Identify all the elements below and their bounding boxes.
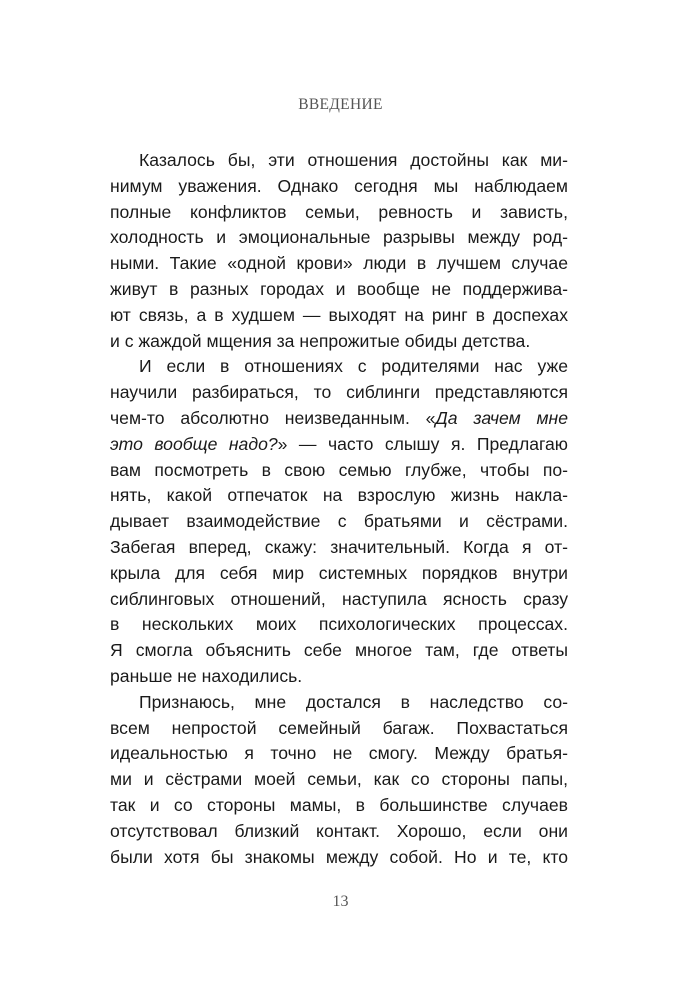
page-number: 13 [332, 893, 349, 910]
text-line: и с жаждой мщения за непрожитые обиды детства. [110, 330, 531, 351]
text-line: в нескольких моих психологических процессах. [110, 614, 568, 635]
text-line: ют связь, а в худшем — выходят на ринг в доспехах [110, 304, 568, 325]
text-line: так и со стороны мамы, в большинстве случаев [110, 794, 568, 815]
text-run: чем-то абсолютно неизведанным. « [110, 407, 436, 428]
text-line: крыла для себя мир системных порядков внутри [110, 562, 568, 583]
text-line: были хотя бы знакомы между собой. Но и те, кто [110, 846, 568, 867]
text-line: живут в разных городах и вообще не поддержива- [110, 278, 568, 299]
text-line: Забегая вперед, скажу: значительный. Когда я от- [110, 536, 568, 557]
text-line [110, 432, 568, 458]
text-line: ми и сёстрами моей семьи, как со стороны папы, [110, 769, 568, 790]
text-line: научили разбираться, то сиблинги представляются [110, 382, 568, 403]
text-line: отсутствовал близкий контакт. Хорошо, если они [110, 820, 568, 841]
text-line: дывает взаимодействие с братьями и сёстрами. [110, 511, 568, 532]
text-line: идеальностью я точно не смогу. Между братья- [110, 743, 568, 764]
text-run: » — часто слышу я. Предлагаю [277, 433, 569, 454]
text-line: Я смогла объяснить себе многое там, где ответы [110, 640, 568, 661]
italic-quote: Да зачем мне [435, 407, 568, 428]
text-line: Казалось бы, эти отношения достойны как ми- [139, 150, 568, 170]
text-line: полные конфликтов семьи, ревность и зависть, [110, 201, 568, 222]
text-line: вам посмотреть в свою семью глубже, чтобы по- [110, 459, 568, 480]
text-line: Признаюсь, мне достался в наследство со- [139, 691, 568, 712]
text-line: И если в отношениях с родителями нас уже [139, 356, 568, 377]
text-line [110, 406, 568, 432]
text-line: нимум уважения. Однако сегодня мы наблюдаем [110, 175, 568, 196]
body-text [110, 148, 568, 870]
chapter-title: ВВЕДЕНИЕ [298, 96, 383, 113]
text-line: раньше не находились. [110, 665, 303, 686]
text-line: сиблинговых отношений, наступила ясность сразу [110, 588, 568, 609]
text-line: холодность и эмоциональные разрывы между род- [110, 227, 568, 248]
text-line: нять, какой отпечаток на взрослую жизнь накла- [110, 485, 568, 506]
italic-quote: это вообще надо? [110, 433, 278, 454]
text-line: всем непростой семейный багаж. Похвастаться [110, 717, 568, 738]
text-line: ными. Такие «одной крови» люди в лучшем случае [110, 253, 568, 274]
